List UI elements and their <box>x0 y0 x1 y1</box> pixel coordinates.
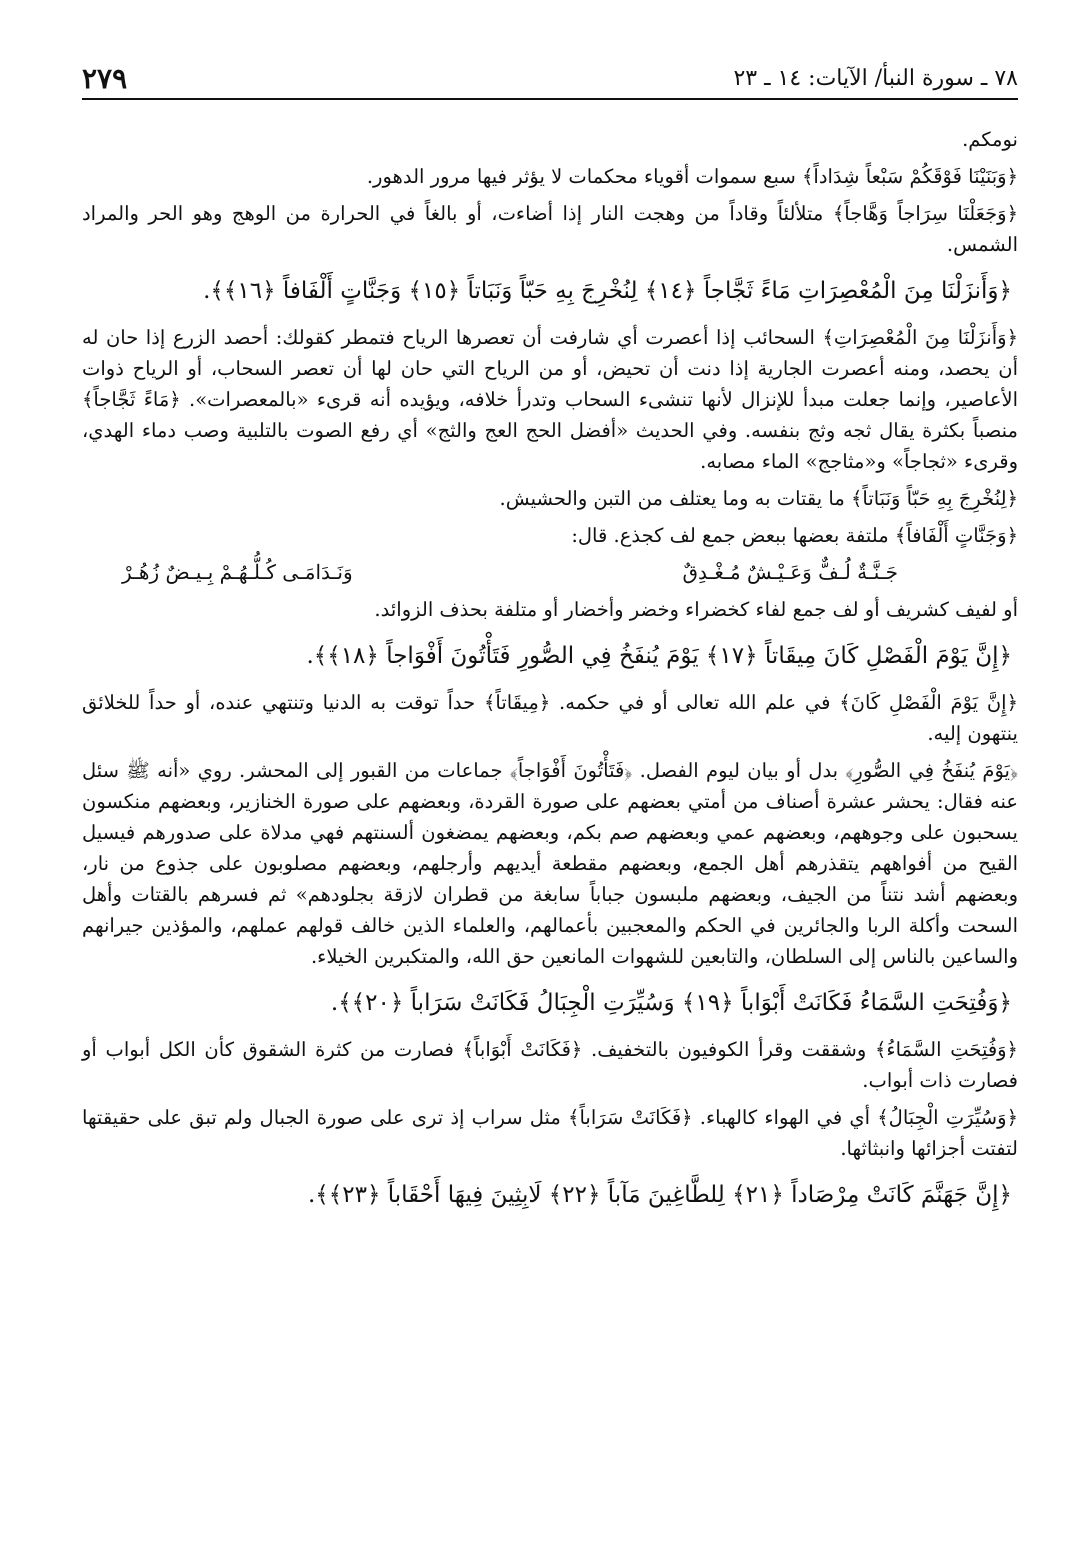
poetry-verse <box>82 557 1018 588</box>
quran-verse: ﴿وَأَنزَلْنَا مِنَ الْمُعْصِرَاتِ مَاءً ثَجَّاجاً ﴿١٤﴾ لِنُخْرِجَ بِهِ حَبّاً وَنَبَاتاً ﴿١٥﴾ وَجَنَّاتٍ أَلْفَافاً ﴿١٦﴾﴾. <box>203 278 1012 304</box>
paragraph: ﴿وَبَنَيْنَا فَوْقَكُمْ سَبْعاً شِدَاداً﴾ سبع سموات أقوياء محكمات لا يؤثر فيها مرور الدهور. <box>366 165 1018 188</box>
paragraph: ﴿وَأَنزَلْنَا مِنَ الْمُعْصِرَاتِ﴾ السحائب إذا أعصرت أي شارفت أن تعصرها الرياح فتمطر كقولك: أحصد الزرع إذا حان له أن يحصد، ومنه أعصرت الجارية إذا دنت أن تحيض، أو من الرياح التي حان لها أن تعصر السحاب، أو الرياح ذوات الأعاصير، وإنما جعلت مبدأ للإنزال لأنها تنشىء السحاب وتدرأ خلافه، ويؤيده أنه قرىء «بالمعصرات». ﴿مَاءً ثَجَّاجاً﴾ منصباً بكثرة يقال ثجه وثج بنفسه. وفي الحديث «أفضل الحج العج والثج» أي رفع الصوت بالتلبية وصب دماء الهدي، وقرىء «ثجاجاً» و«مثاجج» الماء مصابه. <box>82 326 1018 473</box>
page-header <box>82 56 1018 100</box>
quran-verse: ﴿إِنَّ يَوْمَ الْفَصْلِ كَانَ مِيقَاتاً ﴿١٧﴾ يَوْمَ يُنفَخُ فِي الصُّورِ فَتَأْتُونَ أَفْوَاجاً ﴿١٨﴾﴾. <box>306 643 1012 669</box>
page-number: ٢٧٩ <box>82 62 128 95</box>
paragraph: ﴿إِنَّ يَوْمَ الْفَصْلِ كَانَ﴾ في علم الله تعالى أو في حكمه. ﴿مِيقَاتاً﴾ حداً توقت به الدنيا وتنتهي عنده، أو حداً للخلائق ينتهون إليه. <box>82 691 1018 745</box>
hemistich-left: وَنَـدَامَـى كُـلُّـهُـمْ بِـيـضٌ زُهُـرْ <box>122 560 353 584</box>
paragraph: ﴿وَجَعَلْنَا سِرَاجاً وَهَّاجاً﴾ متلألئاً وقاداً من وهجت النار إذا أضاءت، أو بالغاً في الحرارة من الوهج وهو الحر والمراد الشمس. <box>82 202 1018 256</box>
quran-verse: ﴿وَفُتِحَتِ السَّمَاءُ فَكَانَتْ أَبْوَاباً ﴿١٩﴾ وَسُيِّرَتِ الْجِبَالُ فَكَانَتْ سَرَاباً ﴿٢٠﴾﴾. <box>330 990 1012 1016</box>
paragraph: ﴿وَفُتِحَتِ السَّمَاءُ﴾ وشققت وقرأ الكوفيون بالتخفيف. ﴿فَكَانَتْ أَبْوَاباً﴾ فصارت من كثرة الشقوق كأن الكل أبواب أو فصارت ذات أبواب. <box>82 1038 1018 1092</box>
paragraph: ﴿يَوْمَ يُنفَخُ فِي الصُّورِ﴾ بدل أو بيان ليوم الفصل. ﴿فَتَأْتُونَ أَفْوَاجاً﴾ جماعات من القبور إلى المحشر. روي «أنه ﷺ سئل عنه فقال: يحشر عشرة أصناف من أمتي بعضهم على صورة القردة، وبعضهم على صورة الخنازير، وبعضهم منكسون يسحبون على وجوههم، وبعضهم عمي وبعضهم صم بكم، وبعضهم يمضغون ألسنتهم فهي مدلاة على صدورهم فيسيل القيح من أفواههم يتقذرهم أهل الجمع، وبعضهم مقطعة أيديهم وأرجلهم، وبعضهم مصلوبون على جذوع من نار، وبعضهم أشد نتناً من الجيف، وبعضهم ملبسون جباباً سابغة من قطران لازقة بجلودهم» ثم فسرهم بالقتات وأهل السحت وأكلة الربا والجائرين في الحكم والمعجبين بأعمالهم، والعلماء الذين خالف قولهم عملهم، والمؤذين جيرانهم والساعين بالناس إلى السلطان، والتابعين للشهوات المانعين حق الله، والمتكبرين الخيلاء. <box>82 759 1018 968</box>
hemistich-right: جَـنَّـةٌ لُـفٌّ وَعَـيْـشٌ مُـغْـدِقٌ <box>682 560 898 584</box>
paragraph: ﴿وَسُيِّرَتِ الْجِبَالُ﴾ أي في الهواء كالهباء. ﴿فَكَانَتْ سَرَاباً﴾ مثل سراب إذ ترى على صورة الجبال ولم تبق على حقيقتها لتفتت أجزائها وانبثاثها. <box>82 1106 1018 1160</box>
paragraph: ﴿وَجَنَّاتٍ أَلْفَافاً﴾ ملتفة بعضها ببعض جمع لف كجذع. قال: <box>571 524 1018 547</box>
paragraph: أو لفيف كشريف أو لف جمع لفاء كخضراء وخضر وأخضار أو متلفة بحذف الزوائد. <box>374 598 1018 621</box>
quran-verse: ﴿إِنَّ جَهَنَّمَ كَانَتْ مِرْصَاداً ﴿٢١﴾ لِلطَّاغِينَ مَآباً ﴿٢٢﴾ لَابِثِينَ فِيهَا أَحْقَاباً ﴿٢٣﴾﴾. <box>307 1182 1012 1208</box>
paragraph: ﴿لِنُخْرِجَ بِهِ حَبّاً وَنَبَاتاً﴾ ما يقتات به وما يعتلف من التبن والحشيش. <box>499 487 1018 510</box>
running-title: ٧٨ ـ سورة النبأ/ الآيات: ١٤ ـ ٢٣ <box>733 66 1018 91</box>
paragraph: نومكم. <box>962 128 1018 151</box>
page-body <box>82 124 1018 1226</box>
